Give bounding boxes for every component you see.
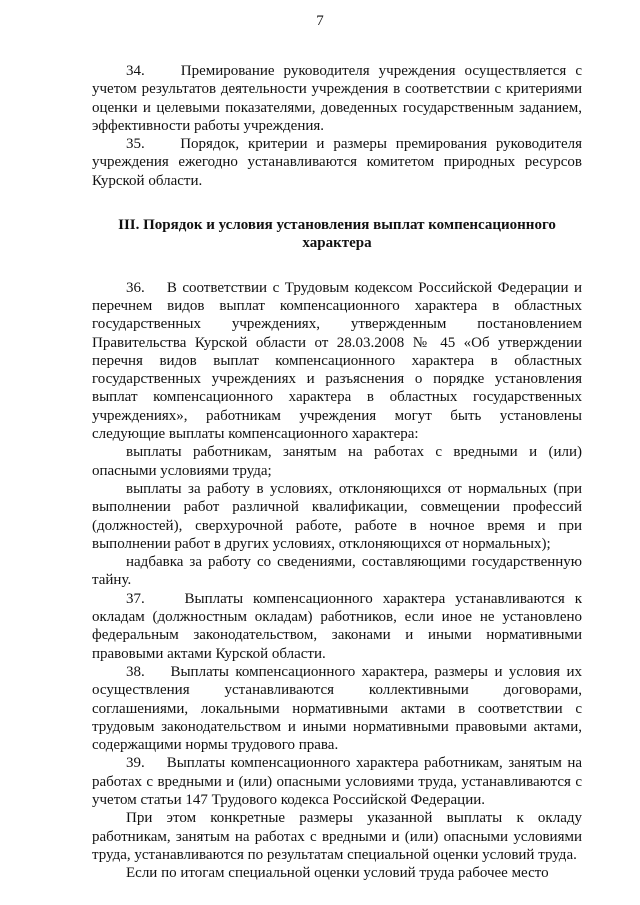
paragraph-text: Выплаты компенсационного характера, размеры и условия их осуществления устанавливаются коллективными договорами, соглашениями, локальными нормативными актами в соответствии с трудовым законодательством и иными нормативными правовыми актами, содержащими нормы трудового права. xyxy=(92,663,583,754)
paragraph-number: 37. xyxy=(126,590,145,607)
paragraph-36 xyxy=(92,279,582,444)
paragraph-number: 38. xyxy=(126,663,145,680)
paragraph-text: надбавка за работу со сведениями, составляющими государственную тайну. xyxy=(92,554,582,589)
paragraph-39 xyxy=(92,754,582,809)
paragraph-text: Порядок, критерии и размеры премирования руководителя учреждения ежегодно устанавливаются комитетом природных ресурсов Курской области. xyxy=(92,136,582,189)
paragraph-text: При этом конкретные размеры указанной выплаты к окладу работникам, занятым на работах с вредными и (или) опасными условиями труда, устанавливаются по результатам специальной оценки условий труда. xyxy=(92,810,582,863)
paragraph-number: 39. xyxy=(126,755,145,772)
paragraph-number: 34. xyxy=(126,63,145,79)
paragraph-text: Премирование руководителя учреждения осуществляется с учетом результатов деятельности учреждения в соответствии с критериями оценки и целевыми показателями, доведенных государственным заданием, эффективности работы учреждения. xyxy=(92,63,582,134)
paragraph-text: выплаты за работу в условиях, отклоняющихся от нормальных (при выполнении работ различной квалификации, совмещении профессий (должностей), сверхурочной работе, работе в ночное время и при выполнении работ в других условиях, отклоняющихся от нормальных); xyxy=(92,480,582,552)
paragraph-text: Выплаты компенсационного характера устанавливаются к окладам (должностным окладам) работников, если иное не установлено федеральным законодательством, законами и иными нормативными правовыми актами Курской области. xyxy=(92,590,582,662)
paragraph-text: Если по итогам специальной оценки условий труда рабочее место xyxy=(126,865,549,882)
paragraph-text: Выплаты компенсационного характера работникам, занятым на работах с вредными и (или) опасными условиями труда, устанавливаются с учетом статьи 147 Трудового кодекса Российской Федерации. xyxy=(92,755,582,808)
paragraph-37 xyxy=(92,590,582,663)
paragraph-38 xyxy=(92,663,582,754)
list-item-abnormal-conditions xyxy=(92,480,582,553)
list-item-state-secret xyxy=(92,553,582,590)
paragraph-number: 35. xyxy=(126,136,145,153)
paragraph-text: В соответствии с Трудовым кодексом Российской Федерации и перечнем видов выплат компенсационного характера в областных государственных учреждениях, утвержденным постановлением Правительства Курской области от 28.03.2008 № 45 «Об утверждении перечня видов выплат компенсационного характера в областных государственных учреждениях и разъяснения о порядке установления выплат компенсационного характера в областных государственных учреждениях», работникам учреждения могут быть установлены следующие выплаты компенсационного характера: xyxy=(92,279,583,443)
page-number: 7 xyxy=(316,13,324,29)
section-heading: III. Порядок и условия установления выплат компенсационного характера xyxy=(118,217,556,252)
paragraph-number: 36. xyxy=(126,279,145,296)
document-body xyxy=(92,62,582,882)
paragraph-34 xyxy=(92,62,582,135)
paragraph-35 xyxy=(92,135,582,190)
paragraph-text: выплаты работникам, занятым на работах с вредными и (или) опасными условиями труда; xyxy=(92,444,582,479)
paragraph-39-continued xyxy=(92,809,582,864)
list-item-harmful-conditions xyxy=(92,443,582,480)
paragraph-39-last xyxy=(92,864,582,882)
